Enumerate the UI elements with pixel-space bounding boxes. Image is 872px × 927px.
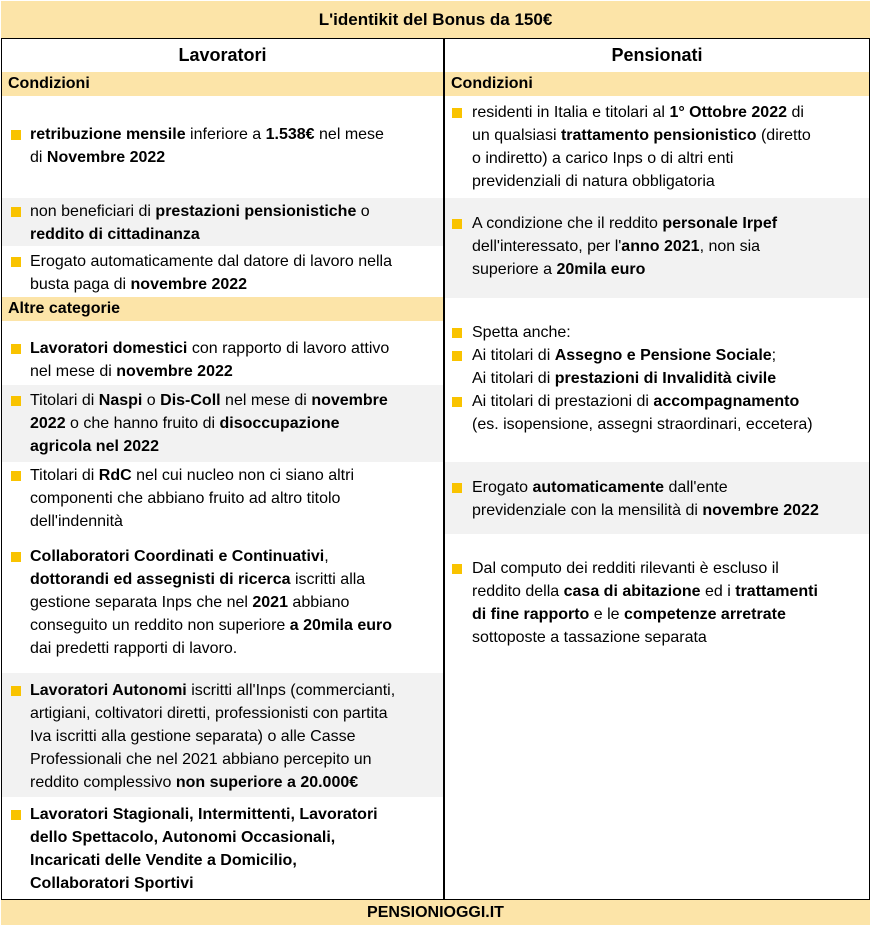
square-bullet-icon: [11, 207, 21, 217]
square-bullet-icon: [452, 483, 462, 493]
section-header-condizioni-right: Condizioni: [445, 72, 869, 96]
item-text-line: Ai titolari di prestazioni di Invalidità civile: [472, 370, 777, 387]
item-text-line: A condizione che il reddito personale Irpef: [472, 215, 778, 232]
item-text-line: previdenziale con la mensilità di novembre 2022: [472, 502, 819, 519]
square-bullet-icon: [11, 130, 21, 140]
item-text-line: 2022 o che hanno fruito di disoccupazione: [30, 415, 340, 432]
item-text-line: o indiretto) a carico Inps o di altri enti: [472, 150, 734, 167]
item-text-line: retribuzione mensile inferiore a 1.538€ nel mese: [30, 126, 384, 143]
page-title: L'identikit del Bonus da 150€: [1, 1, 870, 39]
square-bullet-icon: [452, 564, 462, 574]
square-bullet-icon: [11, 257, 21, 267]
item-text-line: reddito complessivo non superiore a 20.000€: [30, 774, 359, 791]
item-text-line: dottorandi ed assegnisti di ricerca iscritti alla: [30, 571, 366, 588]
item-text-line: Titolari di Naspi o Dis-Coll nel mese di novembre: [30, 392, 388, 409]
square-bullet-icon: [11, 396, 21, 406]
item-text-line: Spetta anche:: [472, 324, 571, 341]
column-header-lavoratori: Lavoratori: [2, 39, 443, 72]
item-text-line: Erogato automaticamente dall'ente: [472, 479, 728, 496]
square-bullet-icon: [452, 328, 462, 338]
item-text-line: Incaricati delle Vendite a Domicilio,: [30, 852, 297, 869]
column-header-pensionati: Pensionati: [445, 39, 869, 72]
section-header-condizioni-left: Condizioni: [2, 72, 443, 96]
item-text-line: Iva iscritti alla gestione separata) o alle Casse: [30, 728, 356, 745]
item-text-line: Ai titolari di prestazioni di accompagnamento: [472, 393, 800, 410]
item-text-line: Dal computo dei redditi rilevanti è escluso il: [472, 560, 779, 577]
square-bullet-icon: [11, 344, 21, 354]
column-divider: [443, 39, 445, 899]
item-text-line: dell'interessato, per l'anno 2021, non sia: [472, 238, 761, 255]
item-text-line: un qualsiasi trattamento pensionistico (diretto: [472, 127, 811, 144]
item-text-line: reddito della casa di abitazione ed i trattamenti: [472, 583, 818, 600]
item-text-line: reddito di cittadinanza: [30, 226, 200, 243]
square-bullet-icon: [11, 810, 21, 820]
item-text-line: artigiani, coltivatori diretti, professionisti con partita: [30, 705, 388, 722]
square-bullet-icon: [452, 397, 462, 407]
item-text-line: Lavoratori Autonomi iscritti all'Inps (commercianti,: [30, 682, 396, 699]
item-text-line: di fine rapporto e le competenze arretrate: [472, 606, 786, 623]
item-text-line: (es. isopensione, assegni straordinari, eccetera): [472, 416, 813, 433]
item-text-line: Lavoratori domestici con rapporto di lavoro attivo: [30, 340, 390, 357]
item-text-line: superiore a 20mila euro: [472, 261, 646, 278]
item-text-line: di Novembre 2022: [30, 149, 166, 166]
item-text-line: Lavoratori Stagionali, Intermittenti, Lavoratori: [30, 806, 378, 823]
item-text-line: non beneficiari di prestazioni pensionistiche o: [30, 203, 370, 220]
item-text-line: Collaboratori Sportivi: [30, 875, 194, 892]
item-text-line: gestione separata Inps che nel 2021 abbiano: [30, 594, 350, 611]
item-text-line: busta paga di novembre 2022: [30, 276, 248, 293]
item-text-line: nel mese di novembre 2022: [30, 363, 233, 380]
item-text-line: agricola nel 2022: [30, 438, 159, 455]
item-text-line: Titolari di RdC nel cui nucleo non ci siano altri: [30, 467, 355, 484]
item-text-line: dello Spettacolo, Autonomi Occasionali,: [30, 829, 336, 846]
square-bullet-icon: [452, 351, 462, 361]
item-text-line: componenti che abbiano fruito ad altro titolo: [30, 490, 341, 507]
footer-brand: PENSIONIOGGI.IT: [1, 899, 870, 925]
item-text-line: previdenziali di natura obbligatoria: [472, 173, 715, 190]
item-text-line: Collaboratori Coordinati e Continuativi,: [30, 548, 329, 565]
section-header-altre-categorie: Altre categorie: [2, 297, 443, 321]
item-text-line: Erogato automaticamente dal datore di lavoro nella: [30, 253, 392, 270]
item-text-line: residenti in Italia e titolari al 1° Ottobre 2022 di: [472, 104, 804, 121]
item-text-line: dai predetti rapporti di lavoro.: [30, 640, 238, 657]
square-bullet-icon: [11, 686, 21, 696]
square-bullet-icon: [11, 471, 21, 481]
item-text-line: dell'indennità: [30, 513, 123, 530]
item-text-line: sottoposte a tassazione separata: [472, 629, 707, 646]
square-bullet-icon: [452, 219, 462, 229]
square-bullet-icon: [11, 552, 21, 562]
item-text-line: Professionali che nel 2021 abbiano percepito un: [30, 751, 372, 768]
item-text-line: conseguito un reddito non superiore a 20mila euro: [30, 617, 393, 634]
square-bullet-icon: [452, 108, 462, 118]
item-text-line: Ai titolari di Assegno e Pensione Sociale;: [472, 347, 777, 364]
